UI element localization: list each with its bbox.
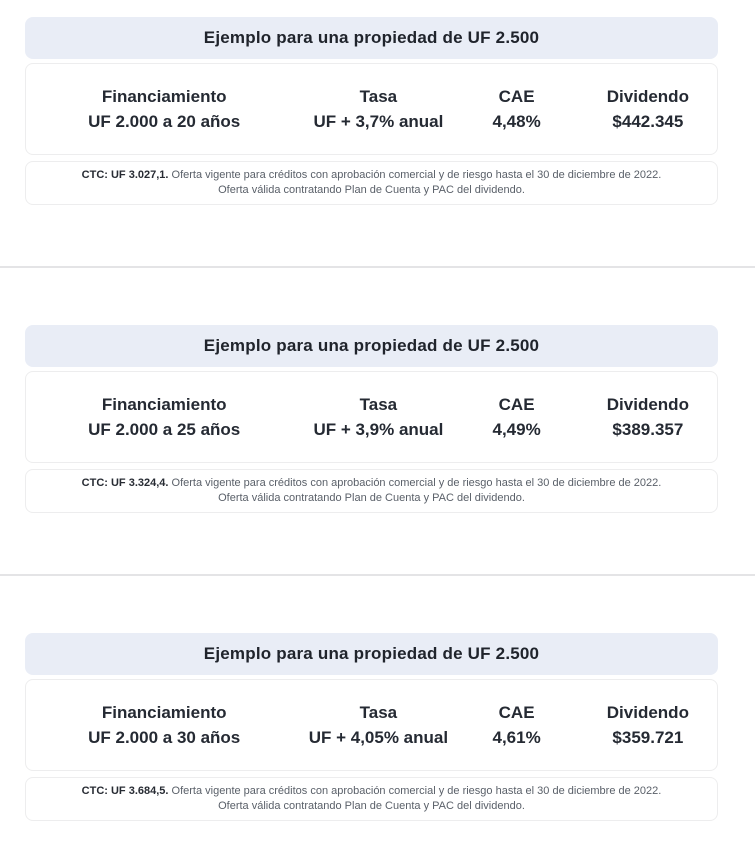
card-header (25, 633, 718, 675)
ctc-offer-text: Oferta vigente para créditos con aprobación comercial y de riesgo hasta el 30 de diciembre de 2022. Oferta válida contratando Plan de Cuenta y PAC del dividendo. (171, 477, 662, 504)
card-header (25, 325, 718, 367)
mortgage-example-card-30y (25, 633, 718, 821)
financiamiento-label: Financiamiento (101, 395, 227, 414)
dividendo-column (579, 392, 717, 442)
ctc-value: CTC: UF 3.027,1. (81, 169, 169, 181)
ctc-value: CTC: UF 3.684,5. (81, 785, 169, 797)
financiamiento-label: Financiamiento (101, 703, 227, 722)
dividendo-value: $389.357 (612, 420, 684, 439)
financiamiento-column (26, 392, 302, 442)
financiamiento-label: Financiamiento (101, 87, 227, 106)
card-title: Ejemplo para una propiedad de UF 2.500 (203, 644, 540, 663)
cae-column (454, 392, 578, 442)
mortgage-example-card-25y (25, 325, 718, 513)
tasa-column (302, 700, 454, 750)
card-body (25, 63, 718, 155)
tasa-value: UF + 3,9% anual (313, 420, 444, 439)
cae-label: CAE (498, 703, 535, 722)
financiamiento-value: UF 2.000 a 20 años (88, 112, 241, 131)
tasa-label: Tasa (359, 703, 398, 722)
dividendo-label: Dividendo (606, 87, 689, 106)
cae-column (454, 700, 578, 750)
dividendo-column (579, 700, 717, 750)
card-footnote (25, 161, 718, 205)
section-divider (0, 574, 755, 576)
dividendo-value: $359.721 (612, 728, 684, 747)
cae-column (454, 84, 578, 134)
financiamiento-value: UF 2.000 a 30 años (88, 728, 241, 747)
ctc-offer-text: Oferta vigente para créditos con aprobación comercial y de riesgo hasta el 30 de diciembre de 2022. Oferta válida contratando Plan de Cuenta y PAC del dividendo. (171, 785, 662, 812)
card-header (25, 17, 718, 59)
financiamiento-column (26, 700, 302, 750)
ctc-disclaimer (71, 476, 672, 506)
cae-value: 4,61% (492, 728, 541, 747)
cae-value: 4,49% (492, 420, 541, 439)
section-divider (0, 266, 755, 268)
ctc-disclaimer (71, 784, 672, 814)
card-title: Ejemplo para una propiedad de UF 2.500 (203, 28, 540, 47)
cae-label: CAE (498, 395, 535, 414)
tasa-value: UF + 3,7% anual (313, 112, 444, 131)
cae-label: CAE (498, 87, 535, 106)
ctc-offer-text: Oferta vigente para créditos con aprobación comercial y de riesgo hasta el 30 de diciembre de 2022. Oferta válida contratando Plan de Cuenta y PAC del dividendo. (171, 169, 662, 196)
tasa-label: Tasa (359, 87, 398, 106)
dividendo-column (579, 84, 717, 134)
mortgage-example-card-20y (25, 17, 718, 205)
ctc-disclaimer (71, 168, 672, 198)
cae-value: 4,48% (492, 112, 541, 131)
financiamiento-value: UF 2.000 a 25 años (88, 420, 241, 439)
ctc-value: CTC: UF 3.324,4. (81, 477, 169, 489)
card-footnote (25, 469, 718, 513)
card-footnote (25, 777, 718, 821)
tasa-value: UF + 4,05% anual (308, 728, 449, 747)
tasa-column (302, 392, 454, 442)
card-body (25, 371, 718, 463)
card-body (25, 679, 718, 771)
tasa-column (302, 84, 454, 134)
dividendo-label: Dividendo (606, 703, 689, 722)
card-title: Ejemplo para una propiedad de UF 2.500 (203, 336, 540, 355)
dividendo-value: $442.345 (612, 112, 684, 131)
dividendo-label: Dividendo (606, 395, 689, 414)
tasa-label: Tasa (359, 395, 398, 414)
financiamiento-column (26, 84, 302, 134)
